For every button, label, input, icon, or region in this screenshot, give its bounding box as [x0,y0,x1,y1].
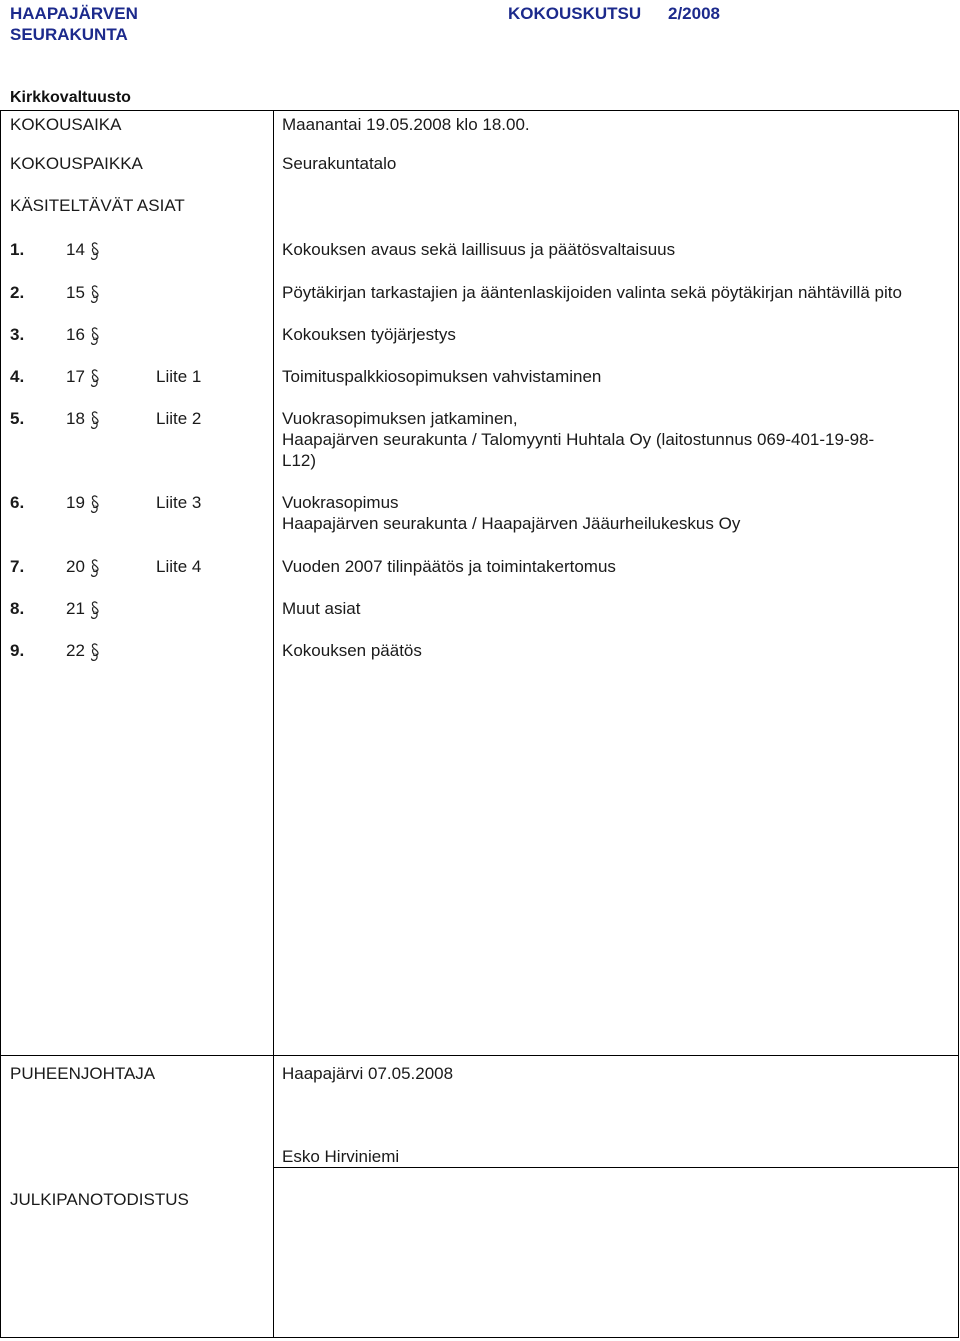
org-name-line1: HAAPAJÄRVEN [10,4,138,23]
meeting-place-value: Seurakuntatalo [282,154,397,173]
section-sign-icon [90,557,100,579]
agenda-item-section: 20 [66,557,85,576]
agenda-item-section: 21 [66,599,85,618]
place-date: Haapajärvi 07.05.2008 [282,1064,454,1083]
agenda-item-section: 14 [66,240,85,259]
signature-rule [273,1167,959,1168]
agenda-item-section: 16 [66,325,85,344]
agenda-label: KÄSITELTÄVÄT ASIAT [10,196,185,215]
agenda-item-title: Muut asiat [282,599,361,618]
org-name-line2: SEURAKUNTA [10,25,128,44]
agenda-item-number: 7. [10,557,25,576]
bottom-border [0,1337,959,1338]
agenda-item-number: 5. [10,409,25,428]
section-sign-icon [90,367,100,389]
agenda-item-attachment: Liite 1 [156,367,202,386]
section-sign-icon [90,283,100,305]
agenda-item-number: 9. [10,641,25,660]
section-sign-icon [90,240,100,262]
agenda-item-title: Kokouksen työjärjestys [282,325,456,344]
agenda-item-title: Haapajärven seurakunta / Haapajärven Jääurheilukeskus Oy [282,514,741,533]
agenda-item-title: L12) [282,451,317,470]
agenda-item-section: 15 [66,283,85,302]
agenda-item-title: Haapajärven seurakunta / Talomyynti Huhtala Oy (laitostunnus 069-401-19-98- [282,430,875,449]
section-sign-icon [90,641,100,663]
section-sign-icon [90,599,100,621]
agenda-item-title: Kokouksen avaus sekä laillisuus ja päätösvaltaisuus [282,240,676,259]
agenda-item-title: Vuoden 2007 tilinpäätös ja toimintakertomus [282,557,616,576]
top-rule-left [0,110,272,111]
agenda-item-section: 22 [66,641,85,660]
agenda-item-title: Toimituspalkkiosopimuksen vahvistaminen [282,367,602,386]
doc-number: 2/2008 [668,4,720,23]
left-border [0,110,1,1338]
section-sign-icon [90,493,100,515]
meeting-time-value: Maanantai 19.05.2008 klo 18.00. [282,115,530,134]
chair-label: PUHEENJOHTAJA [10,1064,156,1083]
agenda-item-title: Vuokrasopimuksen jatkaminen, [282,409,518,428]
top-rule-right [272,110,959,111]
agenda-item-attachment: Liite 2 [156,409,202,428]
column-divider [273,110,274,1338]
body-name: Kirkkovaltuusto [10,89,131,106]
right-border [958,110,959,1338]
agenda-item-attachment: Liite 3 [156,493,202,512]
section-sign-icon [90,409,100,431]
agenda-item-number: 1. [10,240,25,259]
signer-name: Esko Hirviniemi [282,1147,400,1166]
agenda-item-title: Kokouksen päätös [282,641,422,660]
agenda-item-title: Pöytäkirjan tarkastajien ja ääntenlaskijoiden valinta sekä pöytäkirjan nähtävillä pito [282,283,902,302]
agenda-item-number: 8. [10,599,25,618]
notice-label: JULKIPANOTODISTUS [10,1190,189,1209]
agenda-item-number: 4. [10,367,25,386]
agenda-item-section: 18 [66,409,85,428]
meeting-place-label: KOKOUSPAIKKA [10,154,143,173]
agenda-item-number: 2. [10,283,25,302]
agenda-item-title: Vuokrasopimus [282,493,399,512]
agenda-item-section: 17 [66,367,85,386]
doc-title: KOKOUSKUTSU [508,4,642,23]
agenda-item-section: 19 [66,493,85,512]
agenda-item-number: 3. [10,325,25,344]
footer-rule [0,1055,959,1056]
section-sign-icon [90,325,100,347]
agenda-item-number: 6. [10,493,25,512]
agenda-item-attachment: Liite 4 [156,557,202,576]
meeting-time-label: KOKOUSAIKA [10,115,122,134]
